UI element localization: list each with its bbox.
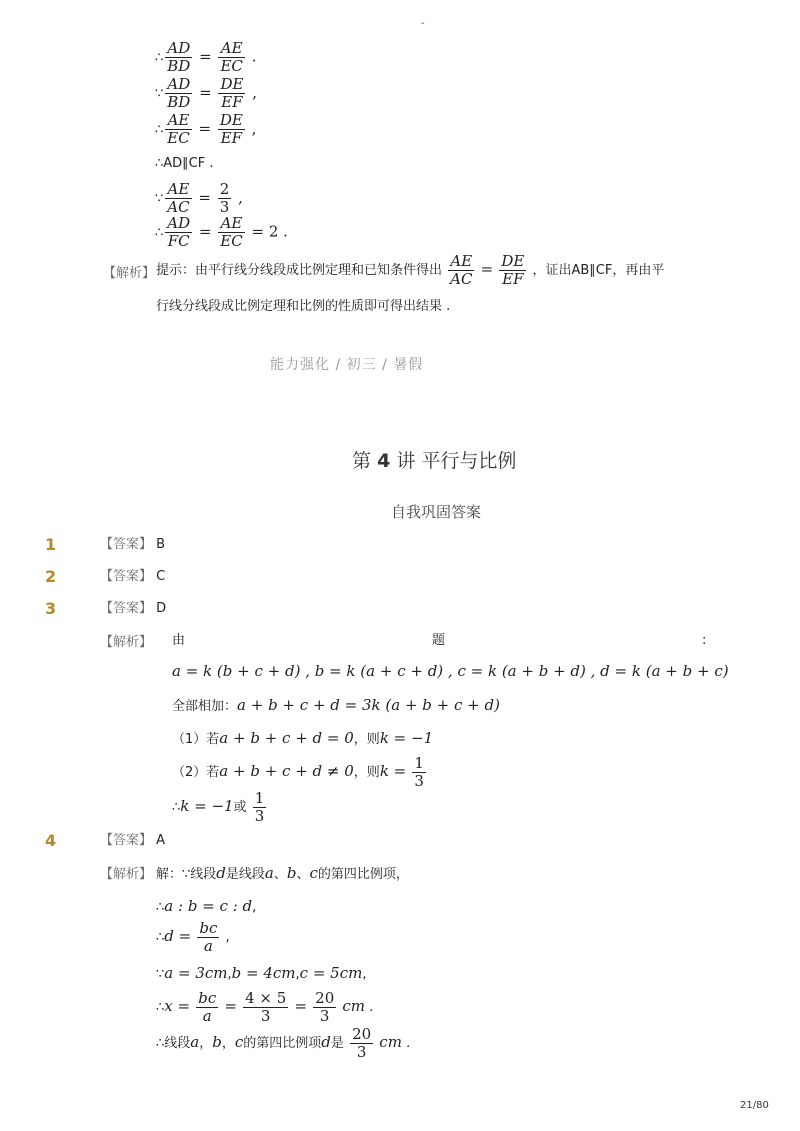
answer-line (100, 831, 165, 851)
unit: cm (342, 997, 366, 1015)
answer-value: B (156, 537, 166, 552)
answer-line (100, 599, 166, 619)
answer-value: C (156, 569, 166, 584)
math-expression: d = (164, 927, 192, 945)
var-d: d (321, 1033, 331, 1051)
sum-equation: a + b + c + d = 3k (a + b + c + d) (237, 696, 500, 714)
fraction: $\frac{2}{3}$ (219, 180, 230, 216)
math-expression: a = 3cm (164, 964, 228, 982)
punctuation: , (252, 83, 258, 102)
case-k: k = (379, 762, 407, 780)
text: 、 (296, 867, 310, 882)
analysis-tag: 【解析】 (103, 266, 156, 281)
text: ， (199, 1036, 213, 1051)
proof-line-3 (155, 112, 256, 147)
final-k: k = −1 (180, 797, 234, 815)
analysis-text: 提示：由平行线分线段成比例定理和已知条件得出 (156, 263, 443, 278)
fraction: $\frac{AE}{AC}$ (450, 252, 473, 288)
q4-line-2 (156, 896, 256, 918)
answer-value: A (156, 833, 166, 848)
var-b: b (212, 1033, 222, 1051)
equals-sign: = (199, 83, 212, 102)
question-number: 4 (45, 831, 57, 850)
math-expression: a : b = c : d (164, 897, 253, 915)
answer-tag: 【答案】 (100, 537, 153, 552)
answer-tag: 【答案】 (100, 569, 153, 584)
q3-case-1 (172, 728, 433, 750)
case-label: （2）若 (172, 765, 220, 780)
case-mid: ，则 (353, 732, 380, 747)
lecture-title (352, 446, 516, 473)
text: 是 (330, 1036, 344, 1051)
fraction: $\frac{AE}{EC}$ (167, 111, 190, 147)
punctuation: , (252, 900, 257, 915)
punctuation: . (283, 222, 288, 241)
therefore-symbol: ∴ (156, 1000, 165, 1015)
therefore-symbol: ∴ (155, 225, 164, 241)
punctuation: . (369, 1000, 374, 1015)
fraction: $\frac{20}{3}$ (352, 1025, 372, 1061)
q4-line-1 (156, 863, 409, 885)
page-footer-label: 能力强化 / 初三 / 暑假 (270, 357, 424, 373)
text: ， (221, 1036, 235, 1051)
equals-sign: = (199, 47, 212, 66)
fraction: $\frac{1}{3}$ (414, 754, 424, 790)
because-symbol: ∵ (156, 967, 165, 982)
fraction: $\frac{AD}{BD}$ (167, 75, 191, 111)
var-b: b (286, 864, 297, 882)
therefore-symbol: ∴ (156, 930, 165, 945)
case-condition: a + b + c + d ≠ 0 (219, 762, 354, 780)
question-number: 1 (45, 535, 57, 554)
punctuation: , (225, 930, 230, 945)
case-condition: a + b + c + d = 0 (219, 729, 354, 747)
q4-line-5 (156, 990, 373, 1025)
because-symbol: ∵ (155, 86, 164, 102)
fraction: $\frac{bc}{a}$ (199, 919, 218, 955)
text: 、 (273, 867, 287, 882)
fraction: $\frac{1}{3}$ (254, 789, 265, 825)
fraction: $\frac{AD}{FC}$ (167, 214, 191, 250)
header-mark: - (421, 18, 425, 29)
lecture-title-post: 讲 平行与比例 (396, 450, 517, 472)
q3-sum-line (172, 695, 500, 717)
because-symbol: ∵ (155, 191, 164, 207)
text: 是线段 (225, 867, 265, 882)
fraction: $\frac{AE}{EC}$ (220, 214, 243, 250)
answer-line (100, 567, 165, 587)
proof-line-4: ∴AD∥CF . (155, 156, 214, 171)
analysis-text: ，证出AB∥CF，再由平 (532, 263, 665, 278)
punctuation: , (362, 967, 367, 982)
therefore-symbol: ∴ (156, 900, 165, 915)
sum-label: 全部相加： (172, 699, 238, 714)
punctuation: . (406, 1036, 411, 1051)
question-number: 2 (45, 567, 57, 586)
final-or: 或 (233, 800, 247, 815)
analysis-1-line-1 (156, 253, 664, 288)
section-title: 自我巩固答案 (391, 503, 482, 521)
analysis-word: : (702, 633, 707, 648)
fraction: $\frac{20}{3}$ (315, 989, 335, 1025)
analysis-word: 由 (172, 633, 186, 648)
case-result: k = −1 (379, 729, 434, 747)
case-mid: ，则 (353, 765, 380, 780)
therefore-symbol: ∴ (155, 50, 164, 66)
var-c: c (309, 864, 318, 882)
math-expression: b = 4cm (231, 964, 296, 982)
q3-case-2 (172, 755, 428, 790)
equals-sign: = (224, 997, 237, 1015)
text: 解：∵线段 (156, 867, 217, 882)
punctuation: . (251, 47, 257, 66)
answer-tag: 【答案】 (100, 601, 153, 616)
equals-sign: = (480, 260, 494, 278)
text: 的第四比例项 (243, 1036, 322, 1051)
var-a: a (190, 1033, 200, 1051)
fraction: $\frac{DE}{EF}$ (501, 252, 525, 288)
punctuation: , (238, 188, 243, 207)
lecture-number: 4 (377, 450, 391, 472)
fraction: $\frac{AE}{EC}$ (220, 39, 243, 75)
lecture-title-pre: 第 (352, 450, 372, 472)
fraction: $\frac{DE}{EF}$ (219, 111, 243, 147)
therefore-symbol: ∴ (172, 800, 181, 815)
equals-sign: = (198, 119, 212, 138)
q4-line-4 (156, 963, 366, 985)
punctuation: , (251, 119, 257, 138)
analysis-word: 题 (432, 633, 446, 648)
fraction: $\frac{bc}{a}$ (198, 989, 217, 1025)
punctuation: , (295, 967, 300, 982)
fraction: $\frac{AE}{AC}$ (167, 180, 190, 216)
proof-line-6 (155, 215, 288, 250)
var-c: c (234, 1033, 244, 1051)
var-a: a (264, 864, 274, 882)
math-expression: c = 5cm (299, 964, 363, 982)
analysis-tag: 【解析】 (100, 635, 153, 650)
q3-equations: a = k (b + c + d) , b = k (a + c + d) , c = k (a + b + d) , d = k (a + b + c) (172, 662, 729, 680)
answer-value: D (156, 601, 167, 616)
math-tail: = 2 (251, 222, 279, 241)
proof-line-1 (155, 40, 256, 75)
q4-line-6 (156, 1026, 410, 1061)
q4-line-3 (156, 920, 230, 955)
page-number: 21/80 (740, 1100, 769, 1111)
answer-tag: 【答案】 (100, 833, 153, 848)
text: 的第四比例项， (317, 867, 409, 882)
q3-final (172, 790, 268, 825)
var-d: d (216, 864, 226, 882)
analysis-tag: 【解析】 (100, 867, 153, 882)
proof-line-2 (155, 76, 257, 111)
question-number: 3 (45, 599, 57, 618)
equals-sign: = (198, 222, 212, 241)
fraction: $\frac{DE}{EF}$ (220, 75, 244, 111)
equals-sign: = (294, 997, 308, 1015)
math-expression: x = (164, 997, 191, 1015)
text: ∴线段 (156, 1036, 191, 1051)
unit: cm (379, 1033, 402, 1051)
fraction: $\frac{4 \times 5}{3}$ (245, 989, 287, 1025)
punctuation: , (227, 967, 232, 982)
proof-line-5 (155, 181, 243, 216)
equals-sign: = (198, 188, 211, 207)
fraction: $\frac{AD}{BD}$ (167, 39, 191, 75)
analysis-1-line-2: 行线分线段成比例定理和比例的性质即可得出结果 . (156, 299, 451, 314)
therefore-symbol: ∴ (155, 122, 164, 138)
case-label: （1）若 (172, 732, 220, 747)
answer-line (100, 535, 165, 555)
